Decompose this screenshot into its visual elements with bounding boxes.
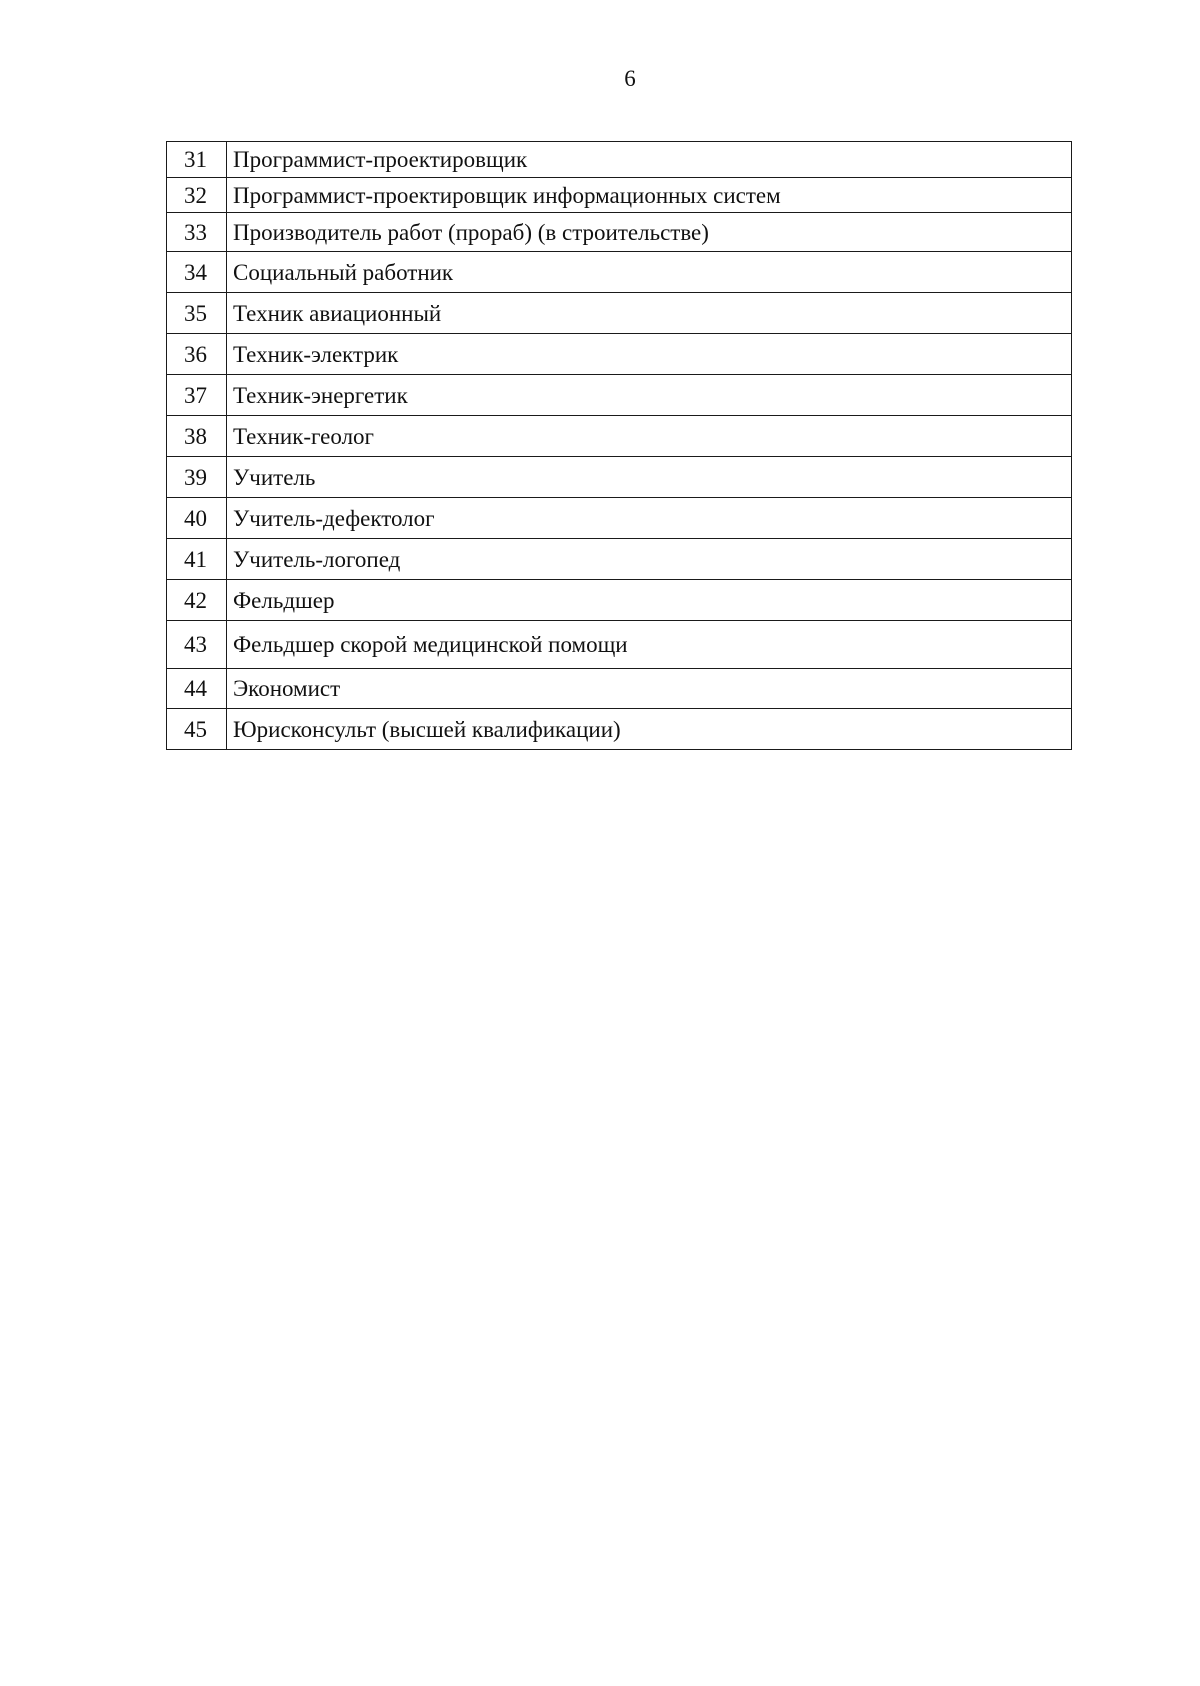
profession-name: Социальный работник	[227, 252, 1072, 293]
table-row	[167, 293, 1072, 334]
profession-name: Техник-электрик	[227, 334, 1072, 375]
profession-name: Техник-энергетик	[227, 375, 1072, 416]
table-row	[167, 457, 1072, 498]
profession-table	[166, 141, 1072, 750]
table-row	[167, 252, 1072, 293]
page-number: 6	[624, 66, 636, 91]
profession-name: Учитель	[227, 457, 1072, 498]
profession-name: Программист-проектировщик	[227, 142, 1072, 178]
profession-name: Фельдшер	[227, 580, 1072, 621]
profession-name: Экономист	[227, 669, 1072, 709]
row-number: 31	[167, 142, 227, 178]
row-number: 36	[167, 334, 227, 375]
table-row	[167, 213, 1072, 252]
table-row	[167, 375, 1072, 416]
table-row	[167, 669, 1072, 709]
table-row	[167, 709, 1072, 750]
profession-name: Учитель-логопед	[227, 539, 1072, 580]
profession-name: Техник авиационный	[227, 293, 1072, 334]
table-row	[167, 498, 1072, 539]
row-number: 32	[167, 178, 227, 213]
table-row	[167, 334, 1072, 375]
profession-name: Учитель-дефектолог	[227, 498, 1072, 539]
profession-name: Производитель работ (прораб) (в строительстве)	[227, 213, 1072, 252]
row-number: 41	[167, 539, 227, 580]
row-number: 43	[167, 621, 227, 669]
table-row	[167, 580, 1072, 621]
row-number: 44	[167, 669, 227, 709]
row-number: 39	[167, 457, 227, 498]
profession-name: Фельдшер скорой медицинской помощи	[227, 621, 1072, 669]
table-row	[167, 539, 1072, 580]
table-row	[167, 178, 1072, 213]
table-row	[167, 416, 1072, 457]
row-number: 37	[167, 375, 227, 416]
profession-name: Программист-проектировщик информационных систем	[227, 178, 1072, 213]
row-number: 38	[167, 416, 227, 457]
row-number: 33	[167, 213, 227, 252]
profession-name: Юрисконсульт (высшей квалификации)	[227, 709, 1072, 750]
row-number: 45	[167, 709, 227, 750]
profession-name: Техник-геолог	[227, 416, 1072, 457]
row-number: 42	[167, 580, 227, 621]
table-row	[167, 142, 1072, 178]
table-row	[167, 621, 1072, 669]
row-number: 34	[167, 252, 227, 293]
row-number: 40	[167, 498, 227, 539]
row-number: 35	[167, 293, 227, 334]
